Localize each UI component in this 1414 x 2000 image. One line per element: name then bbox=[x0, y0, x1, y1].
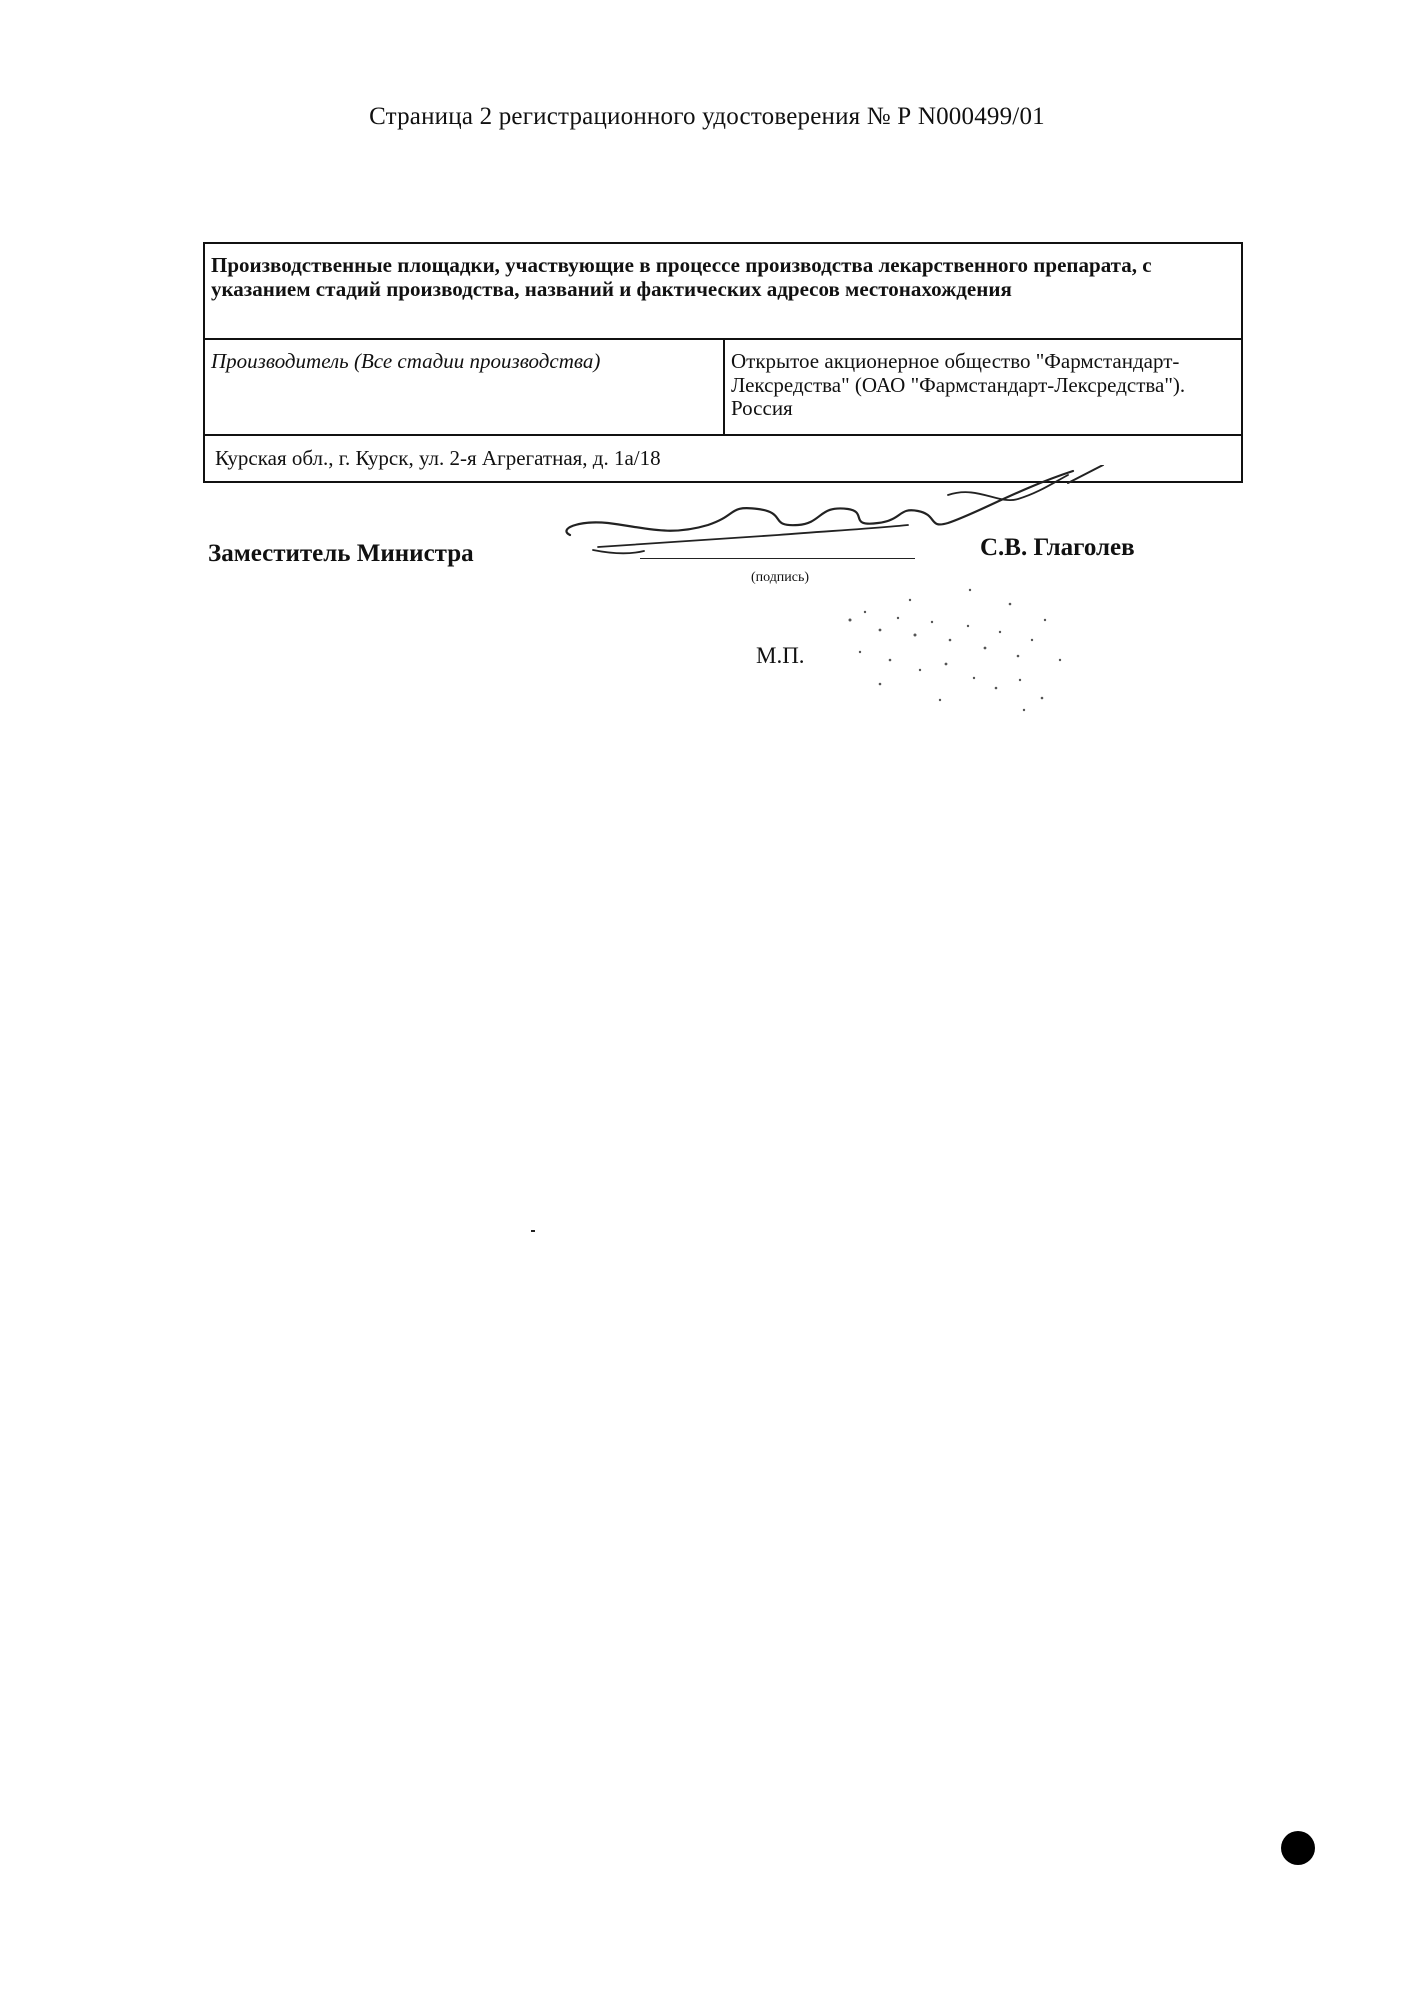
stamp-placeholder-label: М.П. bbox=[756, 643, 805, 668]
faded-stamp-marks bbox=[820, 560, 1080, 720]
signer-name: С.В. Глаголев bbox=[980, 534, 1135, 561]
page-header: Страница 2 регистрационного удостоверения № Р N000499/01 bbox=[369, 103, 1045, 130]
scan-speck bbox=[531, 1230, 535, 1232]
page-corner-mark bbox=[1281, 1831, 1315, 1865]
table-caption-row bbox=[204, 243, 1242, 339]
production-sites-table bbox=[203, 242, 1243, 483]
manufacturer-address-cell: Курская обл., г. Курск, ул. 2-я Агрегатная, д. 1а/18 bbox=[204, 435, 1242, 482]
manufacturer-role-cell: Производитель (Все стадии производства) bbox=[204, 339, 724, 435]
table-caption: Производственные площадки, участвующие в процессе производства лекарственного препарата, с указанием стадий производства, названий и фактических адресов местонахождения bbox=[204, 243, 1242, 339]
signature-line bbox=[640, 558, 915, 559]
signatory-position: Заместитель Министра bbox=[208, 540, 474, 567]
signature-caption: (подпись) bbox=[750, 570, 810, 585]
table-row bbox=[204, 339, 1242, 435]
manufacturer-name-cell: Открытое акционерное общество "Фармстандарт-Лексредства" (ОАО "Фармстандарт-Лексредства"). Россия bbox=[724, 339, 1242, 435]
